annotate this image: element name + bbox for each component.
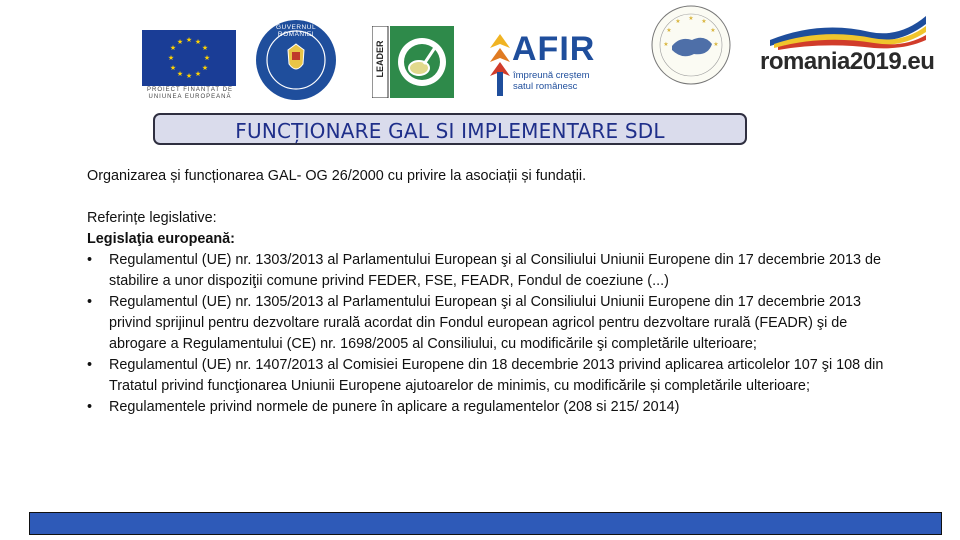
leader-logo: [372, 26, 454, 98]
list-item: [87, 292, 907, 355]
spacer: [87, 187, 907, 208]
footer-bar: [29, 512, 942, 535]
government-seal-text: GUVERNUL ROMÂNIEI: [275, 24, 317, 38]
svg-text:★: ★: [688, 15, 694, 22]
afir-tagline-2: satul românesc: [513, 81, 578, 92]
bullet-icon: •: [87, 357, 93, 373]
svg-text:★: ★: [194, 70, 202, 78]
svg-text:★: ★: [176, 70, 184, 78]
svg-text:★: ★: [666, 27, 672, 34]
slide-title-box: [153, 113, 747, 145]
eu-caption: PROIECT FINANȚAT DE UNIUNEA EUROPEANĂ: [146, 87, 233, 100]
list-item-text: Regulamentul (UE) nr. 1407/2013 al Comisiei Europene din 18 decembrie 2013 privind aplicarea articolelor 107 şi 108 din Tratatul privind funcţionarea Uniunii Europene ajutoarelor de minimis, cu modificările și completările ulterioare;: [109, 357, 884, 394]
references-label: Referințe legislative:: [87, 210, 217, 226]
list-item-text: Regulamentul (UE) nr. 1303/2013 al Parlamentului European şi al Consiliului Uniunii Europene din 17 decembrie 2013 de stabilire a unor dispoziţii comune privind FEDER, FSE, FEADR, Fondul de coeziune (...): [109, 252, 881, 289]
svg-text:★: ★: [201, 44, 209, 52]
svg-text:★: ★: [675, 18, 681, 25]
slide-title: FUNCȚIONARE GAL SI IMPLEMENTARE SDL: [235, 119, 665, 143]
svg-text:★: ★: [176, 38, 184, 46]
eu-flag-logo: [142, 30, 236, 86]
list-item: [87, 397, 907, 418]
afir-logo: [480, 28, 602, 104]
svg-text:★: ★: [201, 64, 209, 72]
list-item-text: Regulamentul (UE) nr. 1305/2013 al Parlamentului European şi al Consiliului Uniunii Europene din 17 decembrie 2013 privind sprijinul pentru dezvoltare rurală acordat din Fondul european agricol pentru dezvoltare rurală (FEADR) şi de abrogare a Regulamentului (CE) nr. 1698/2005 al Consiliului, cu modificările şi completările ulterioare;: [109, 294, 861, 352]
european-legislation-heading: Legislaţia europeană:: [87, 231, 235, 247]
government-seal-logo: [256, 20, 336, 100]
svg-text:★: ★: [185, 72, 193, 80]
afir-name: AFIR: [512, 30, 596, 68]
svg-text:★: ★: [203, 54, 211, 62]
svg-text:★: ★: [663, 41, 669, 48]
svg-text:★: ★: [713, 41, 719, 48]
regulations-list: [87, 250, 907, 418]
romania2019-text: romania2019.eu: [760, 48, 935, 75]
list-item: [87, 250, 907, 292]
flag-swoosh-icon: [760, 10, 930, 50]
afir-tagline-1: împreună creștem: [513, 70, 590, 81]
bullet-icon: •: [87, 399, 93, 415]
list-item: [87, 355, 907, 397]
list-item-text: Regulamentele privind normele de punere în aplicare a regulamentelor (208 si 215/ 2014): [109, 399, 680, 415]
svg-text:★: ★: [701, 18, 707, 25]
seal-emblem-icon: [650, 4, 732, 86]
bullet-icon: •: [87, 252, 93, 268]
eu-stars-icon: [142, 30, 236, 86]
intro-paragraph: Organizarea și funcționarea GAL- OG 26/2000 cu privire la asociații și fundații.: [87, 168, 587, 184]
svg-text:★: ★: [185, 36, 193, 44]
romania2019-logo: [760, 10, 935, 80]
svg-text:★: ★: [194, 38, 202, 46]
svg-text:★: ★: [169, 44, 177, 52]
leader-text: LEADER: [375, 40, 385, 78]
svg-text:★: ★: [167, 54, 175, 62]
slide-content: [87, 166, 907, 418]
bullet-icon: •: [87, 294, 93, 310]
svg-text:★: ★: [169, 64, 177, 72]
svg-text:★: ★: [710, 27, 716, 34]
romanian-villages-seal-logo: [650, 4, 732, 86]
